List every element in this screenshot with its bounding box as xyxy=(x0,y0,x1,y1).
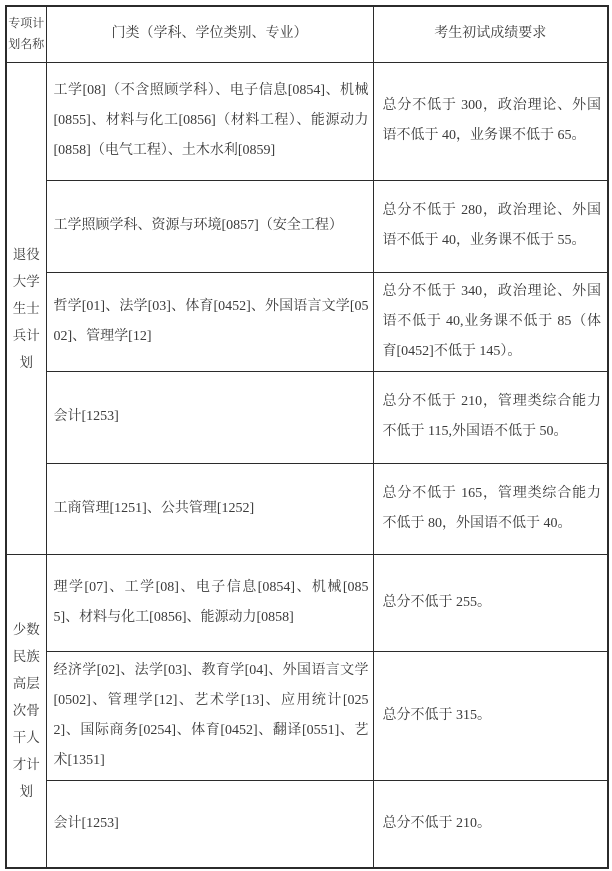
requirement-cell: 总分不低于 280，政治理论、外国语不低于 40，业务课不低于 55。 xyxy=(373,180,608,272)
category-cell: 经济学[02]、法学[03]、教育学[04]、外国语言文学[0502]、管理学[12]、艺术学[13]、应用统计[0252]、国际商务[0254]、体育[0452]、翻译[0551]、艺术[1351] xyxy=(46,651,373,780)
requirement-cell: 总分不低于 255。 xyxy=(373,554,608,651)
column-header-category: 门类（学科、学位类别、专业） xyxy=(46,6,373,62)
column-header-requirement: 考生初试成绩要求 xyxy=(373,6,608,62)
program-cell-ethnic-minority-plan: 少数民族高层次骨干人才计划 xyxy=(6,554,46,867)
table-row xyxy=(6,272,608,371)
category-cell: 理学[07]、工学[08]、电子信息[0854]、机械[0855]、材料与化工[0856]、能源动力[0858] xyxy=(46,554,373,651)
category-cell: 哲学[01]、法学[03]、体育[0452]、外国语言文学[0502]、管理学[12] xyxy=(46,272,373,371)
column-header-program: 专项计划名称 xyxy=(6,6,46,62)
table-row xyxy=(6,62,608,180)
program-cell-veteran-soldiers-plan: 退役大学生士兵计划 xyxy=(6,62,46,554)
requirement-cell: 总分不低于 210。 xyxy=(373,781,608,868)
score-requirements-table xyxy=(5,5,609,869)
table-row xyxy=(6,651,608,780)
table-row xyxy=(6,554,608,651)
table-row xyxy=(6,371,608,463)
requirement-cell: 总分不低于 165，管理类综合能力不低于 80，外国语不低于 40。 xyxy=(373,463,608,554)
category-cell: 会计[1253] xyxy=(46,781,373,868)
requirement-cell: 总分不低于 315。 xyxy=(373,651,608,780)
category-cell: 会计[1253] xyxy=(46,371,373,463)
table-row xyxy=(6,463,608,554)
requirement-cell: 总分不低于 210，管理类综合能力不低于 115,外国语不低于 50。 xyxy=(373,371,608,463)
category-cell: 工学照顾学科、资源与环境[0857]（安全工程） xyxy=(46,180,373,272)
header-row xyxy=(6,6,608,62)
requirement-cell: 总分不低于 300，政治理论、外国语不低于 40，业务课不低于 65。 xyxy=(373,62,608,180)
table-row xyxy=(6,781,608,868)
requirement-cell: 总分不低于 340，政治理论、外国语不低于 40,业务课不低于 85（体育[0452]不低于 145）。 xyxy=(373,272,608,371)
category-cell: 工学[08]（不含照顾学科）、电子信息[0854]、机械[0855]、材料与化工[0856]（材料工程）、能源动力[0858]（电气工程）、土木水利[0859] xyxy=(46,62,373,180)
table-row xyxy=(6,180,608,272)
category-cell: 工商管理[1251]、公共管理[1252] xyxy=(46,463,373,554)
